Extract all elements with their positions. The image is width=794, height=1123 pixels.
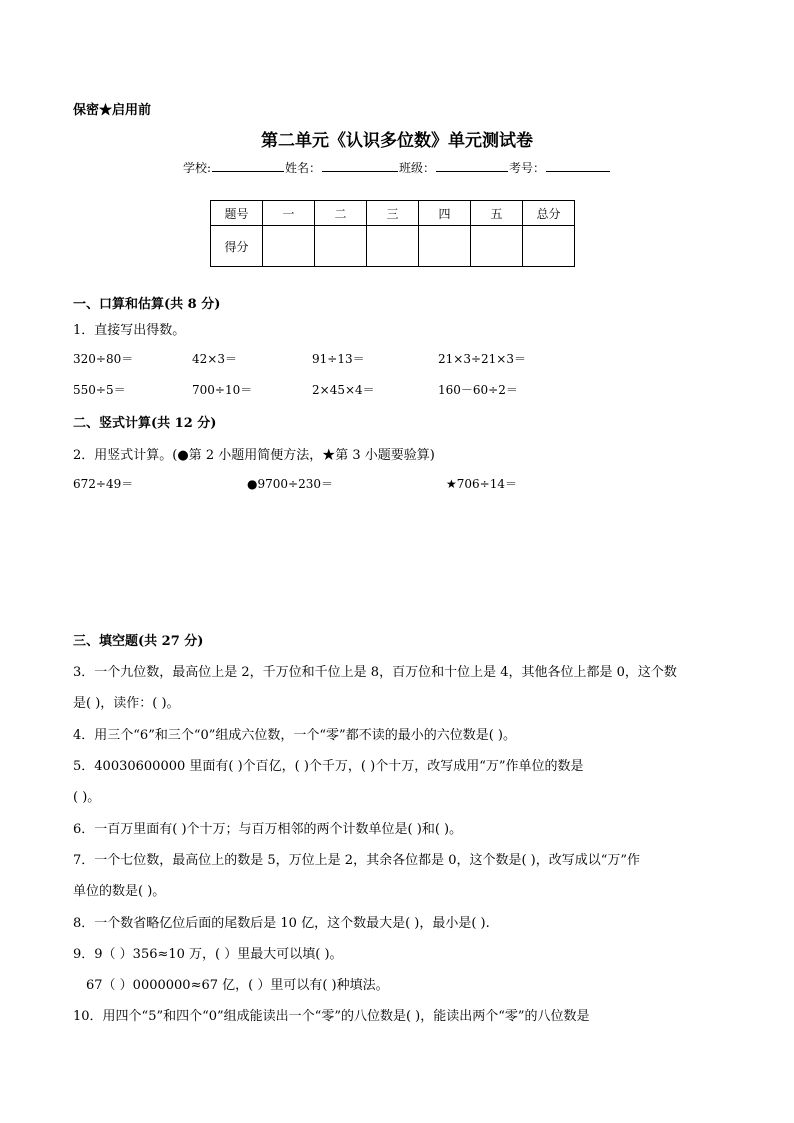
score-table-header-cell: 五 (471, 201, 523, 226)
score-table-header-cell: 总分 (523, 201, 575, 226)
question-3-line-1: 3．一个九位数，最高位上是 2，千万位和千位上是 8，百万位和十位上是 4，其他各位上都是 0，这个数 (73, 665, 677, 680)
section-3-title: 三、填空题(共 27 分) (73, 634, 204, 649)
school-blank[interactable] (212, 159, 284, 172)
score-table-header-cell: 四 (419, 201, 471, 226)
question-6: 6．一百万里面有( )个十万；与百万相邻的两个计数单位是( )和( )。 (73, 822, 463, 837)
score-cell[interactable] (523, 226, 575, 267)
section-2-title: 二、竖式计算(共 12 分) (73, 416, 217, 431)
mental-calc-item: 160－60÷2＝ (438, 383, 518, 397)
name-label: 姓名： (285, 161, 322, 175)
exam-no-label: 考号： (509, 161, 546, 175)
vertical-calc-item: ●9700÷230＝ (247, 477, 333, 491)
question-9-line-1: 9．9（ ）356≈10 万，( ）里最大可以填( )。 (73, 947, 343, 962)
mental-calc-item: 21×3÷21×3＝ (438, 352, 526, 366)
page-title: 第二单元《认识多位数》单元测试卷 (261, 131, 533, 151)
mental-calc-item: 550÷5＝ (73, 383, 126, 397)
mental-calc-item: 42×3＝ (192, 352, 237, 366)
score-table-header-cell: 三 (367, 201, 419, 226)
score-cell[interactable] (263, 226, 315, 267)
name-blank[interactable] (322, 159, 398, 172)
question-2: 2．用竖式计算。(●第 2 小题用简便方法，★第 3 小题要验算) (73, 448, 435, 463)
score-table-header-cell: 一 (263, 201, 315, 226)
score-table-score-row (211, 226, 575, 267)
question-3-line-2: 是( )，读作：( )。 (73, 696, 180, 711)
question-4: 4．用三个“6”和三个“0”组成六位数，一个“零”都不读的最小的六位数是( )。 (73, 728, 516, 743)
class-label: 班级： (399, 161, 436, 175)
mental-calc-item: 91÷13＝ (312, 352, 365, 366)
question-7-line-2: 单位的数是( )。 (73, 884, 166, 899)
score-cell[interactable] (315, 226, 367, 267)
question-7-line-1: 7．一个七位数，最高位上的数是 5，万位上是 2，其余各位都是 0，这个数是( )，改写成以“万”作 (73, 853, 641, 868)
question-9-line-2: 67（ ）0000000≈67 亿，( ）里可以有( )种填法。 (86, 978, 389, 993)
school-label: 学校: (182, 161, 211, 175)
mental-calc-item: 320÷80＝ (73, 352, 134, 366)
question-5-line-1: 5．40030600000 里面有( )个百亿，( )个千万，( )个十万，改写成用“万”作单位的数是 (73, 759, 584, 774)
section-1-title: 一、口算和估算(共 8 分) (73, 297, 221, 312)
score-table-header-cell: 二 (315, 201, 367, 226)
question-1: 1．直接写出得数。 (73, 323, 186, 338)
question-10: 10．用四个“5”和四个“0”组成能读出一个“零”的八位数是( )，能读出两个“零”的八位数是 (73, 1009, 590, 1024)
confidential-mark: 保密★启用前 (73, 103, 152, 118)
class-blank[interactable] (436, 159, 508, 172)
score-table-header-row (211, 201, 575, 226)
question-5-line-2: ( )。 (73, 790, 101, 805)
question-8: 8．一个数省略亿位后面的尾数后是 10 亿，这个数最大是( )，最小是( ). (73, 916, 490, 931)
score-cell[interactable] (419, 226, 471, 267)
score-row-label: 得分 (211, 226, 263, 267)
mental-calc-item: 700÷10＝ (192, 383, 253, 397)
score-table-header-cell: 题号 (211, 201, 263, 226)
score-cell[interactable] (367, 226, 419, 267)
vertical-calc-item: ★706÷14＝ (446, 477, 517, 491)
mental-calc-item: 2×45×4＝ (312, 383, 375, 397)
score-cell[interactable] (471, 226, 523, 267)
exam-no-blank[interactable] (546, 159, 610, 172)
student-info-line (0, 159, 794, 176)
score-table (210, 200, 575, 267)
vertical-calc-item: 672÷49＝ (73, 477, 134, 491)
